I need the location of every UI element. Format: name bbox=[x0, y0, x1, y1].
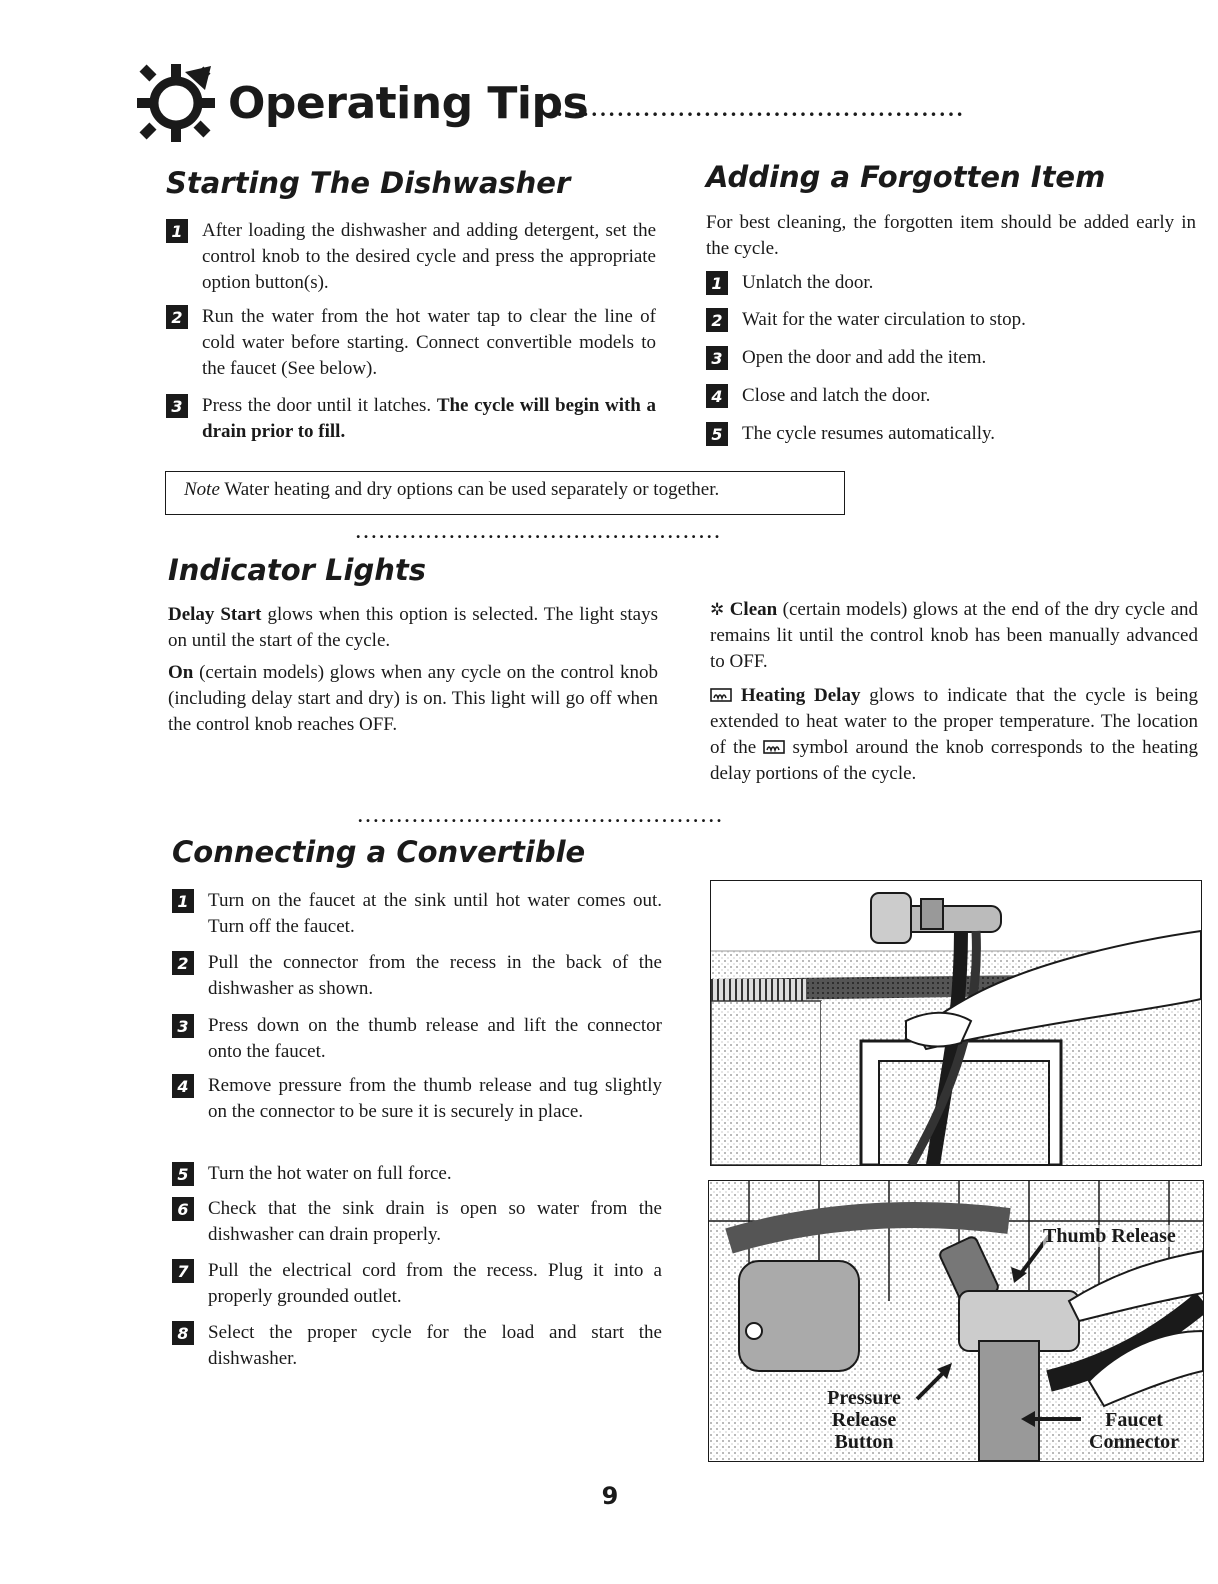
convertible-step bbox=[172, 888, 662, 940]
cycle-gear-icon bbox=[135, 62, 217, 144]
step-number-badge: 4 bbox=[706, 384, 728, 408]
starting-step bbox=[166, 393, 656, 445]
convertible-step bbox=[172, 1196, 662, 1248]
on-term: On bbox=[168, 662, 194, 683]
step-text: Open the door and add the item. bbox=[742, 347, 987, 368]
forgotten-intro: For best cleaning, the forgotten item should be added early in the cycle. bbox=[706, 212, 1196, 259]
section-separator: ............................................... bbox=[358, 806, 725, 826]
pressure-release-label bbox=[819, 1387, 909, 1453]
page-title: Operating Tips bbox=[228, 78, 589, 129]
page-number: 9 bbox=[601, 1482, 619, 1510]
heating-delay-term: Heating Delay bbox=[740, 685, 861, 706]
clean-desc bbox=[710, 597, 1198, 675]
step-number-badge: 3 bbox=[166, 394, 188, 418]
forgotten-step bbox=[706, 421, 1196, 447]
forgotten-step bbox=[706, 345, 1196, 371]
clean-text: (certain models) glows at the end of the dry cycle and remains lit until the control knob has been manually advanced to OFF. bbox=[710, 599, 1198, 672]
heating-delay-icon bbox=[763, 740, 785, 754]
starting-step bbox=[166, 304, 656, 382]
step-text: Remove pressure from the thumb release and tug slightly on the connector to be sure it is securely in place. bbox=[208, 1075, 662, 1122]
step-text: Run the water from the hot water tap to clear the line of cold water before starting. Connect convertible models to the faucet (See below). bbox=[202, 306, 656, 379]
on-desc bbox=[168, 660, 658, 738]
pressure-release-label-line: Release bbox=[831, 1409, 897, 1431]
delay-start-term: Delay Start bbox=[168, 604, 262, 625]
forgotten-heading: Adding a Forgotten Item bbox=[706, 160, 1106, 194]
step-text-plain: Press the door until it latches. bbox=[202, 395, 432, 416]
step-number-badge: 1 bbox=[172, 889, 194, 913]
clean-sparkle-icon: ✲ bbox=[710, 600, 725, 619]
faucet-connector-label-line: Connector bbox=[1089, 1431, 1179, 1453]
step-text: Check that the sink drain is open so water from the dishwasher can drain properly. bbox=[208, 1198, 662, 1245]
step-text-bold: The cycle will begin with a drain prior to fill. bbox=[202, 395, 656, 442]
step-text: Press down on the thumb release and lift the connector onto the faucet. bbox=[208, 1015, 662, 1062]
step-text bbox=[202, 393, 656, 445]
starting-step bbox=[166, 218, 656, 296]
pressure-release-label-line: Pressure bbox=[827, 1387, 901, 1409]
convertible-step bbox=[172, 1258, 662, 1310]
step-text: Unlatch the door. bbox=[742, 272, 874, 293]
step-text: Wait for the water circulation to stop. bbox=[742, 309, 1026, 330]
step-number-badge: 3 bbox=[172, 1014, 194, 1038]
note-text: Water heating and dry options can be used separately or together. bbox=[224, 479, 720, 500]
step-number-badge: 2 bbox=[166, 305, 188, 329]
convertible-step bbox=[172, 1320, 662, 1372]
indicator-heading: Indicator Lights bbox=[168, 553, 427, 587]
step-number-badge: 1 bbox=[166, 219, 188, 243]
heating-delay-icon bbox=[710, 688, 732, 702]
convertible-heading: Connecting a Convertible bbox=[172, 835, 586, 869]
heating-delay-text: glows to indicate that the cycle is being extended to heat water to the proper temperature. The location of the bbox=[710, 685, 1199, 758]
step-number-badge: 2 bbox=[706, 308, 728, 332]
convertible-step bbox=[172, 950, 662, 1002]
faucet-sink-drawing bbox=[711, 881, 1201, 1165]
faucet-connection-illustration bbox=[710, 880, 1202, 1166]
clean-term: Clean bbox=[729, 599, 778, 620]
title-dot-leader: ................................................ bbox=[548, 96, 966, 121]
convertible-step bbox=[172, 1161, 662, 1187]
step-text: Turn on the faucet at the sink until hot water comes out. Turn off the faucet. bbox=[208, 890, 662, 937]
step-number-badge: 1 bbox=[706, 271, 728, 295]
step-text: The cycle resumes automatically. bbox=[742, 423, 996, 444]
convertible-step bbox=[172, 1073, 662, 1125]
connector-detail-illustration bbox=[708, 1180, 1204, 1462]
faucet-connector-label-line: Faucet bbox=[1105, 1409, 1163, 1431]
pressure-release-label-line: Button bbox=[834, 1431, 894, 1453]
heating-delay-desc bbox=[710, 683, 1198, 787]
note-box bbox=[165, 471, 845, 515]
thumb-release-label: Thumb Release bbox=[1043, 1225, 1176, 1247]
step-text: Pull the electrical cord from the recess. Plug it into a properly grounded outlet. bbox=[208, 1260, 662, 1307]
forgotten-step bbox=[706, 270, 1196, 296]
heating-delay-text-2: symbol around the knob corresponds to the heating delay portions of the cycle. bbox=[710, 737, 1199, 784]
step-number-badge: 5 bbox=[172, 1162, 194, 1186]
step-text: After loading the dishwasher and adding detergent, set the control knob to the desired cycle and press the appropriate option button(s). bbox=[202, 220, 656, 293]
note-label: Note bbox=[184, 479, 220, 500]
step-text: Select the proper cycle for the load and start the dishwasher. bbox=[208, 1322, 662, 1369]
step-text: Pull the connector from the recess in the back of the dishwasher as shown. bbox=[208, 952, 662, 999]
forgotten-step bbox=[706, 307, 1196, 333]
step-text: Close and latch the door. bbox=[742, 385, 931, 406]
step-number-badge: 8 bbox=[172, 1321, 194, 1345]
starting-heading: Starting The Dishwasher bbox=[166, 166, 571, 200]
step-number-badge: 7 bbox=[172, 1259, 194, 1283]
step-number-badge: 6 bbox=[172, 1197, 194, 1221]
step-number-badge: 4 bbox=[172, 1074, 194, 1098]
step-number-badge: 2 bbox=[172, 951, 194, 975]
step-number-badge: 3 bbox=[706, 346, 728, 370]
section-separator: ............................................... bbox=[356, 522, 723, 542]
step-number-badge: 5 bbox=[706, 422, 728, 446]
faucet-connector-label bbox=[1079, 1409, 1189, 1453]
delay-start-desc bbox=[168, 602, 658, 654]
convertible-step bbox=[172, 1013, 662, 1065]
step-text: Turn the hot water on full force. bbox=[208, 1163, 452, 1184]
forgotten-step bbox=[706, 383, 1196, 409]
delay-start-text: glows when this option is selected. The light stays on until the start of the cycle. bbox=[168, 604, 658, 651]
on-text: (certain models) glows when any cycle on the control knob (including delay start and dry) is on. This light will go off when the control knob reaches OFF. bbox=[168, 662, 659, 735]
